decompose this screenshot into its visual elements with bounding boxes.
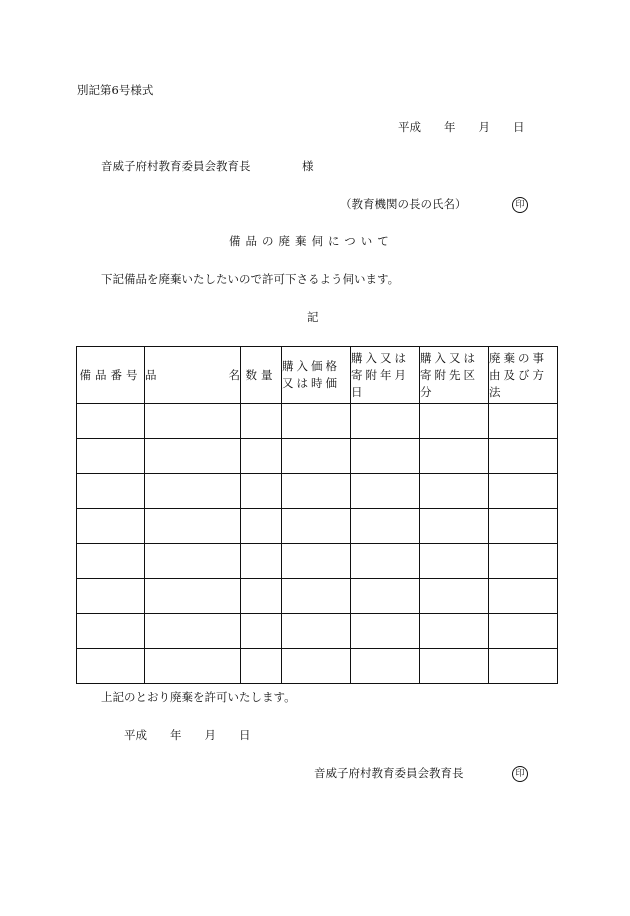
table-cell[interactable] [351, 509, 420, 544]
table-cell[interactable] [489, 474, 558, 509]
table-cell[interactable] [145, 474, 241, 509]
table-cell[interactable] [282, 474, 351, 509]
table-cell[interactable] [489, 439, 558, 474]
table-cell[interactable] [282, 544, 351, 579]
table-cell[interactable] [241, 579, 282, 614]
col-item-name [145, 347, 241, 404]
table-cell[interactable] [77, 614, 145, 649]
table-cell[interactable] [145, 614, 241, 649]
table-cell[interactable] [145, 404, 241, 439]
table-cell[interactable] [489, 614, 558, 649]
table-cell[interactable] [420, 544, 489, 579]
seal-icon: 印 [512, 197, 528, 213]
table-cell[interactable] [241, 509, 282, 544]
table-cell[interactable] [489, 649, 558, 684]
table-cell[interactable] [420, 439, 489, 474]
table-cell[interactable] [241, 439, 282, 474]
table-cell[interactable] [145, 509, 241, 544]
table-cell[interactable] [489, 544, 558, 579]
approval-text: 上記のとおり廃棄を許可いたします。 [101, 690, 296, 704]
table-cell[interactable] [77, 579, 145, 614]
table-row [77, 649, 558, 684]
table-cell[interactable] [77, 439, 145, 474]
table-cell[interactable] [489, 509, 558, 544]
col-price: 購入価格又は時価 [282, 347, 351, 404]
table-cell[interactable] [145, 579, 241, 614]
table-body [77, 404, 558, 684]
table-cell[interactable] [77, 649, 145, 684]
col-source: 購入又は寄附先区分 [420, 347, 489, 404]
table-cell[interactable] [420, 579, 489, 614]
table-cell[interactable] [351, 614, 420, 649]
table-row [77, 614, 558, 649]
form-number: 別記第6号様式 [77, 83, 154, 97]
table-header-row [77, 347, 558, 404]
request-date: 平成 年 月 日 [398, 120, 525, 134]
table-cell[interactable] [241, 404, 282, 439]
col-acquisition-date: 購入又は寄附年月日 [351, 347, 420, 404]
col-item-number: 備品番号 [77, 347, 145, 404]
table-cell[interactable] [241, 614, 282, 649]
addressee: 音威子府村教育委員会教育長 [101, 159, 251, 173]
ki-heading: 記 [307, 310, 319, 324]
col-item-name-right: 名 [228, 367, 240, 382]
table-cell[interactable] [351, 474, 420, 509]
table-row [77, 439, 558, 474]
table-cell[interactable] [145, 439, 241, 474]
table-cell[interactable] [241, 474, 282, 509]
table-cell[interactable] [282, 649, 351, 684]
seal-icon: 印 [512, 766, 528, 782]
table-cell[interactable] [282, 579, 351, 614]
table-cell[interactable] [282, 404, 351, 439]
table-cell[interactable] [420, 614, 489, 649]
table-cell[interactable] [77, 474, 145, 509]
col-reason: 廃棄の事由及び方法 [489, 347, 558, 404]
document-title: 備品の廃棄伺について [229, 234, 394, 248]
table-cell[interactable] [145, 649, 241, 684]
table-cell[interactable] [241, 649, 282, 684]
table-cell[interactable] [420, 404, 489, 439]
table-cell[interactable] [77, 404, 145, 439]
table-cell[interactable] [77, 544, 145, 579]
table-row [77, 544, 558, 579]
table-cell[interactable] [351, 649, 420, 684]
table-cell[interactable] [489, 404, 558, 439]
table-cell[interactable] [420, 509, 489, 544]
col-item-name-left: 品 [145, 367, 157, 382]
table-cell[interactable] [282, 509, 351, 544]
requester-name-label: （教育機関の長の氏名） [340, 197, 467, 211]
table-row [77, 579, 558, 614]
honorific: 様 [302, 159, 314, 173]
table-cell[interactable] [420, 649, 489, 684]
table-cell[interactable] [145, 544, 241, 579]
table-row [77, 509, 558, 544]
table-cell[interactable] [489, 579, 558, 614]
table-cell[interactable] [77, 509, 145, 544]
approval-date: 平成 年 月 日 [124, 728, 251, 742]
table-row [77, 404, 558, 439]
table-cell[interactable] [282, 614, 351, 649]
table-cell[interactable] [241, 544, 282, 579]
table-row [77, 474, 558, 509]
table-cell[interactable] [351, 439, 420, 474]
disposal-table [76, 346, 558, 684]
col-quantity: 数量 [241, 347, 282, 404]
request-body: 下記備品を廃棄いたしたいので許可下さるよう伺います。 [101, 272, 400, 286]
approver: 音威子府村教育委員会教育長 [314, 766, 464, 780]
table-cell[interactable] [420, 474, 489, 509]
table-cell[interactable] [351, 404, 420, 439]
table-cell[interactable] [351, 544, 420, 579]
table-cell[interactable] [282, 439, 351, 474]
table-cell[interactable] [351, 579, 420, 614]
